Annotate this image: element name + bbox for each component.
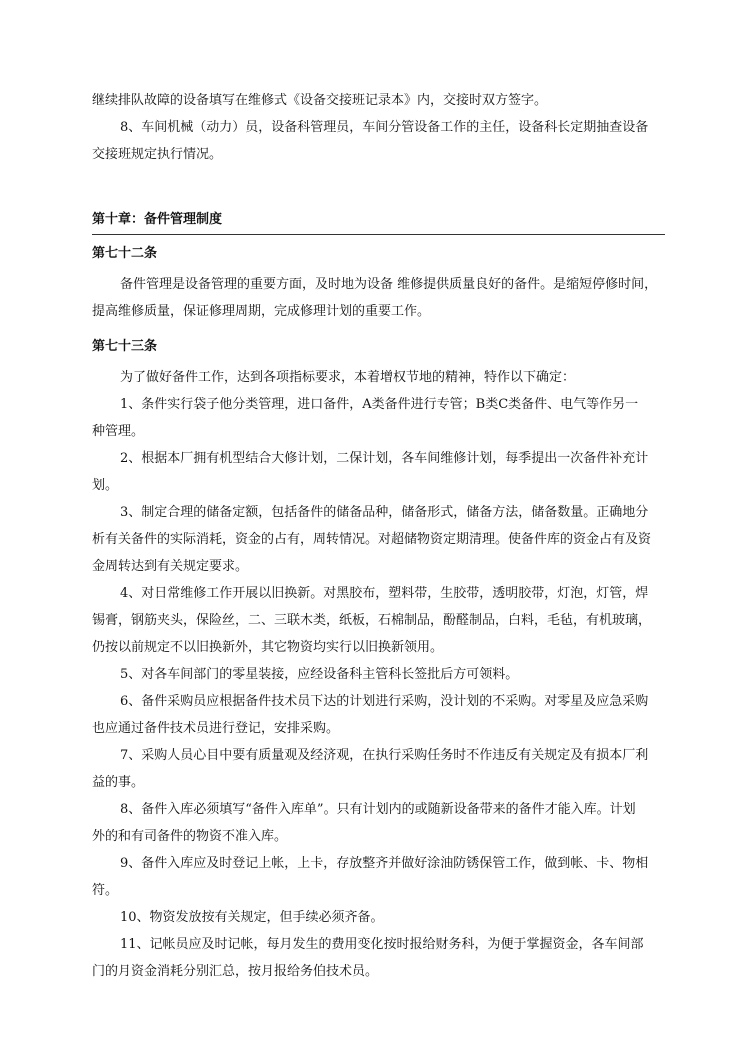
article-73-items [92, 391, 662, 985]
list-item [92, 391, 662, 445]
chapter-divider [92, 234, 665, 235]
list-item [92, 580, 662, 661]
list-item [92, 850, 662, 904]
list-item [92, 499, 662, 580]
text-line: 2、根据本厂拥有机型结合大修计划，二保计划，各车间维修计划，每季提出一次备件补充计 [120, 451, 649, 466]
text-line: 10、物资发放按有关规定，但手续必须齐备。 [120, 910, 384, 925]
text-line: 金周转达到有关规定要求。 [92, 559, 249, 574]
text-line: 9、备件入库应及时登记上帐，上卡，存放整齐并做好涂油防锈保管工作，做到帐、卡、物相 [120, 856, 649, 871]
text-line: 3、制定合理的储备定额，包括备件的储备品种，储备形式，储备方法，储备数量。正确地分 [120, 505, 649, 520]
article-73-intro [92, 364, 662, 391]
chapter-title: 第十章：备件管理制度 [92, 212, 223, 227]
text-line: 也应通过备件技术员进行登记，安排采购。 [92, 721, 340, 736]
text-line: 11、记帐员应及时记帐，每月发生的费用变化按时报给财务科，为便于掌握资金，各车间部 [120, 937, 644, 952]
text-line: 外的和有司备件的物资不准入库。 [92, 829, 288, 844]
text-line: 交接班规定执行情况。 [92, 147, 223, 162]
text-line: 6、备件采购员应根据备件技术员下达的计划进行采购，没计划的不采购。对零星及应急采购 [120, 694, 649, 709]
text-line: 继续排队故障的设备填写在维修式《设备交接班记录本》内，交接时双方签字。 [92, 93, 548, 108]
list-item [92, 796, 662, 850]
continuation-paragraph [92, 87, 662, 168]
text-line: 4、对日常维修工作开展以旧换新。对黑胶布，塑料带，生胶带，透明胶带，灯泡，灯管，焊 [120, 586, 649, 601]
text-line: 门的月资金消耗分别汇总，按月报给务伯技术员。 [92, 964, 379, 979]
text-line: 为了做好备件工作，达到各项指标要求，本着增权节地的精神，特作以下确定： [120, 370, 576, 385]
text-line: 符。 [92, 883, 119, 898]
text-line: 益的事。 [92, 775, 145, 790]
text-line: 5、对各车间部门的零星装接，应经设备科主管科长签批后方可领料。 [120, 667, 519, 682]
article-72-body [92, 271, 662, 325]
text-line: 仍按以前规定不以旧换新外，其它物资均实行以旧换新领用。 [92, 640, 444, 655]
text-line: 析有关备件的实际消耗，资金的占有，周转情况。对超储物资定期清理。使备件库的资金占有及资 [92, 532, 652, 547]
text-line: 8、备件入库必须填写“备件入库单”。只有计划内的或随新设备带来的备件才能入库。计划 [120, 802, 636, 817]
text-line: 8、车间机械（动力）员，设备科管理员，车间分管设备工作的主任，设备科长定期抽查设备 [120, 120, 649, 135]
list-item [92, 742, 662, 796]
text-line: 种管理。 [92, 424, 145, 439]
article-73-title: 第七十三条 [92, 339, 158, 354]
list-item [92, 445, 662, 499]
text-line: 划。 [92, 478, 119, 493]
list-item [92, 661, 662, 688]
text-line: 7、采购人员心目中要有质量观及经济观，在执行采购任务时不作违反有关规定及有损本厂利 [120, 748, 649, 763]
text-line: 1、条件实行袋子他分类管理，进口备件，A类备件进行专管；B类C类备件、电气等作另一 [120, 397, 639, 412]
text-line: 备件管理是设备管理的重要方面，及时地为设备 维修提供质量良好的备件。是缩短停修时间， [120, 277, 658, 292]
text-line: 锡膏，钢筋夹头，保险丝，二、三联木类，纸板，石棉制品，酚醛制品，白料，毛毡，有机玻璃， [92, 613, 652, 628]
list-item [92, 931, 662, 985]
text-line: 提高维修质量，保证修理周期，完成修理计划的重要工作。 [92, 304, 431, 319]
list-item [92, 904, 662, 931]
article-72-title: 第七十二条 [92, 246, 158, 261]
list-item [92, 688, 662, 742]
